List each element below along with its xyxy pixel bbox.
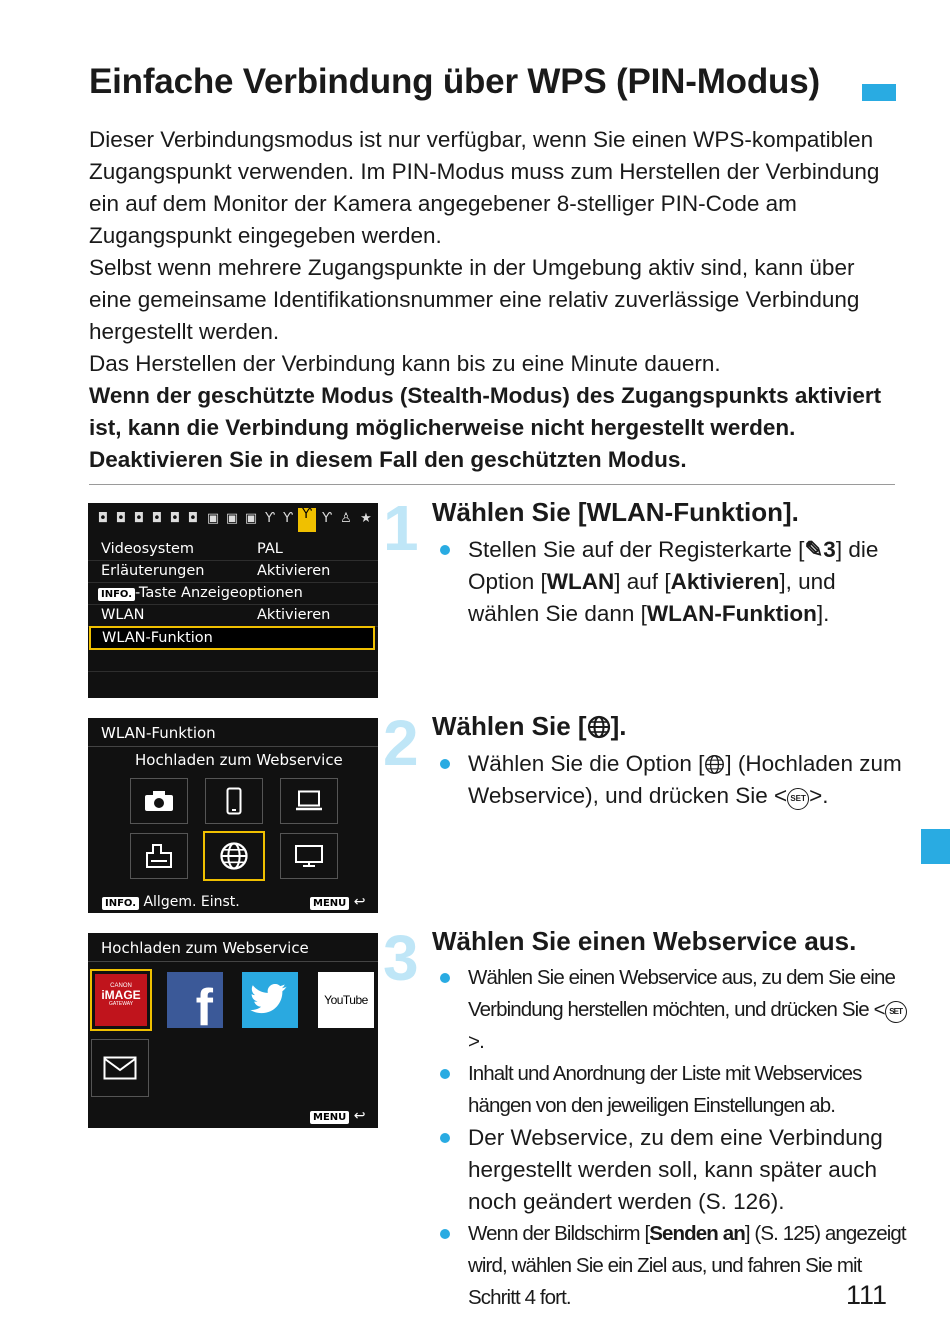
youtube-logo: YouTube: [318, 972, 374, 1028]
computer-icon: [280, 778, 338, 824]
wrench-icon: ✎: [804, 537, 824, 562]
menu-row-selected: WLAN-Funktion: [89, 626, 375, 650]
chapter-tab: [921, 829, 950, 864]
web-service-screen: [88, 933, 378, 1128]
title-accent-bar: [862, 84, 896, 101]
playback-tab-icon: ▣: [206, 511, 220, 526]
info-badge: INFO.: [98, 588, 135, 601]
mymenu-star-icon: ★: [360, 511, 372, 526]
twitter-bird-icon: [242, 972, 298, 1028]
menu-row: WLAN Aktivieren: [88, 604, 378, 627]
intro-paragraph: Das Herstellen der Verbindung kann bis zu eine Minute dauern.: [89, 351, 721, 376]
setup-tab-icon: Ƴ: [265, 511, 275, 526]
setup-tab-icon: Ƴ: [322, 511, 332, 526]
smartphone-icon: [205, 778, 263, 824]
back-arrow-icon: ↩: [353, 894, 366, 910]
intro-warning: Wenn der geschützte Modus (Stealth-Modus) des Zugangspunkts aktiviert ist, kann die Verbindung möglicherweise nicht hergestellt werden. Deaktivieren Sie in diesem Fall den geschützten Modus.: [89, 383, 882, 472]
facebook-icon: f: [167, 972, 223, 1028]
set-button-icon: SET: [885, 1001, 907, 1023]
playback-tab-icon: ▣: [244, 511, 258, 526]
canon-image-gateway-tile: [90, 969, 152, 1031]
step-number: 3: [383, 922, 419, 994]
globe-icon: [587, 715, 611, 739]
footer-right: [310, 894, 365, 910]
menu-row: Erläuterungen Aktivieren: [88, 560, 378, 583]
info-badge: INFO.: [102, 897, 139, 910]
camera-icon: [130, 778, 188, 824]
menu-badge: MENU: [310, 897, 349, 910]
step-bullets: [432, 962, 910, 1314]
back-arrow-icon: ↩: [353, 1108, 366, 1124]
camera-tab-icon: ◘: [187, 511, 199, 526]
bullet-item: Inhalt und Anordnung der Liste mit Webservices hängen von den jeweiligen Einstellungen ab.: [432, 1058, 910, 1122]
screen-header: Hochladen zum Webservice: [101, 939, 309, 957]
set-button-icon: SET: [787, 788, 809, 810]
wlan-function-screen: [88, 718, 378, 913]
setup-tab-icon: Ƴ: [283, 511, 293, 526]
globe-icon: [704, 754, 725, 775]
section-divider: [89, 484, 895, 485]
intro-text: [89, 124, 897, 476]
step-number: 1: [383, 492, 419, 564]
printer-icon: [130, 833, 188, 879]
camera-tab-icon: ◘: [151, 511, 163, 526]
camera-tab-icon: ◘: [169, 511, 181, 526]
camera-tab-icon: ◘: [133, 511, 145, 526]
youtube-tile: [317, 971, 375, 1029]
bullet-item: Der Webservice, zu dem eine Verbindung hergestellt werden soll, kann später auch noch geändert werden (S. 126).: [432, 1122, 910, 1218]
page-number: 111: [846, 1280, 888, 1310]
bullet-item: Wenn der Bildschirm [Senden an] (S. 125) angezeigt wird, wählen Sie ein Ziel aus, und fahren Sie mit Schritt 4 fort.: [432, 1218, 910, 1314]
screen-header: WLAN-Funktion: [101, 724, 216, 742]
step-number: 2: [383, 707, 419, 779]
step-title: Wählen Sie [WLAN-Funktion].: [432, 497, 799, 527]
menu-tabs: [88, 503, 378, 536]
envelope-icon: [103, 1056, 137, 1080]
web-service-globe-icon: [203, 831, 265, 881]
bullet-item: Wählen Sie einen Webservice aus, zu dem Sie eine Verbindung herstellen möchten, und drücken Sie < SET>.: [432, 962, 910, 1058]
twitter-tile: [241, 971, 299, 1029]
screen-subheader: Hochladen zum Webservice: [135, 751, 343, 769]
step-title: Wählen Sie [ ].: [432, 711, 627, 741]
tv-icon: [280, 833, 338, 879]
camera-tab-icon: ◘: [115, 511, 127, 526]
canon-logo: CANON iMAGE GATEWAY: [95, 974, 147, 1026]
setup-tab-icon-active: Ƴ: [298, 508, 316, 532]
camera-tab-icon: ◘: [97, 511, 109, 526]
camera-menu-screen: [88, 503, 378, 698]
step-bullets: [432, 534, 902, 630]
page-title: Einfache Verbindung über WPS (PIN-Modus): [89, 62, 820, 101]
facebook-tile: [166, 971, 224, 1037]
intro-paragraph: Selbst wenn mehrere Zugangspunkte in der Umgebung aktiv sind, kann über eine gemeinsame Identifikationsnummer eine relativ zuverlässige Verbindung hergestellt werden.: [89, 255, 860, 344]
intro-paragraph: Dieser Verbindungsmodus ist nur verfügbar, wenn Sie einen WPS-kompatiblen Zugangspunkt verwenden. Im PIN-Modus muss zum Herstellen der Verbindung ein auf dem Monitor der Kamera angegebener 8-stelliger PIN-Code am Zugangspunkt eingegeben werden.: [89, 127, 880, 248]
bullet-item: Stellen Sie auf der Registerkarte [✎3] die Option [WLAN] auf [Aktivieren], und wählen Sie dann [WLAN-Funktion].: [432, 534, 902, 630]
email-tile: [91, 1039, 149, 1097]
playback-tab-icon: ▣: [225, 511, 239, 526]
step-bullets: [432, 748, 902, 812]
menu-row: INFO. -Taste Anzeigeoptionen: [88, 582, 378, 605]
step-title: Wählen Sie einen Webservice aus.: [432, 926, 857, 956]
menu-row: Videosystem PAL: [88, 538, 378, 561]
footer-right: [310, 1108, 365, 1124]
footer-left: INFO. Allgem. Einst.: [102, 894, 240, 910]
bullet-item: Wählen Sie die Option [ ] (Hochladen zum Webservice), und drücken Sie < SET >.: [432, 748, 902, 812]
menu-badge: MENU: [310, 1111, 349, 1124]
custom-tab-icon: ♙: [340, 511, 352, 526]
